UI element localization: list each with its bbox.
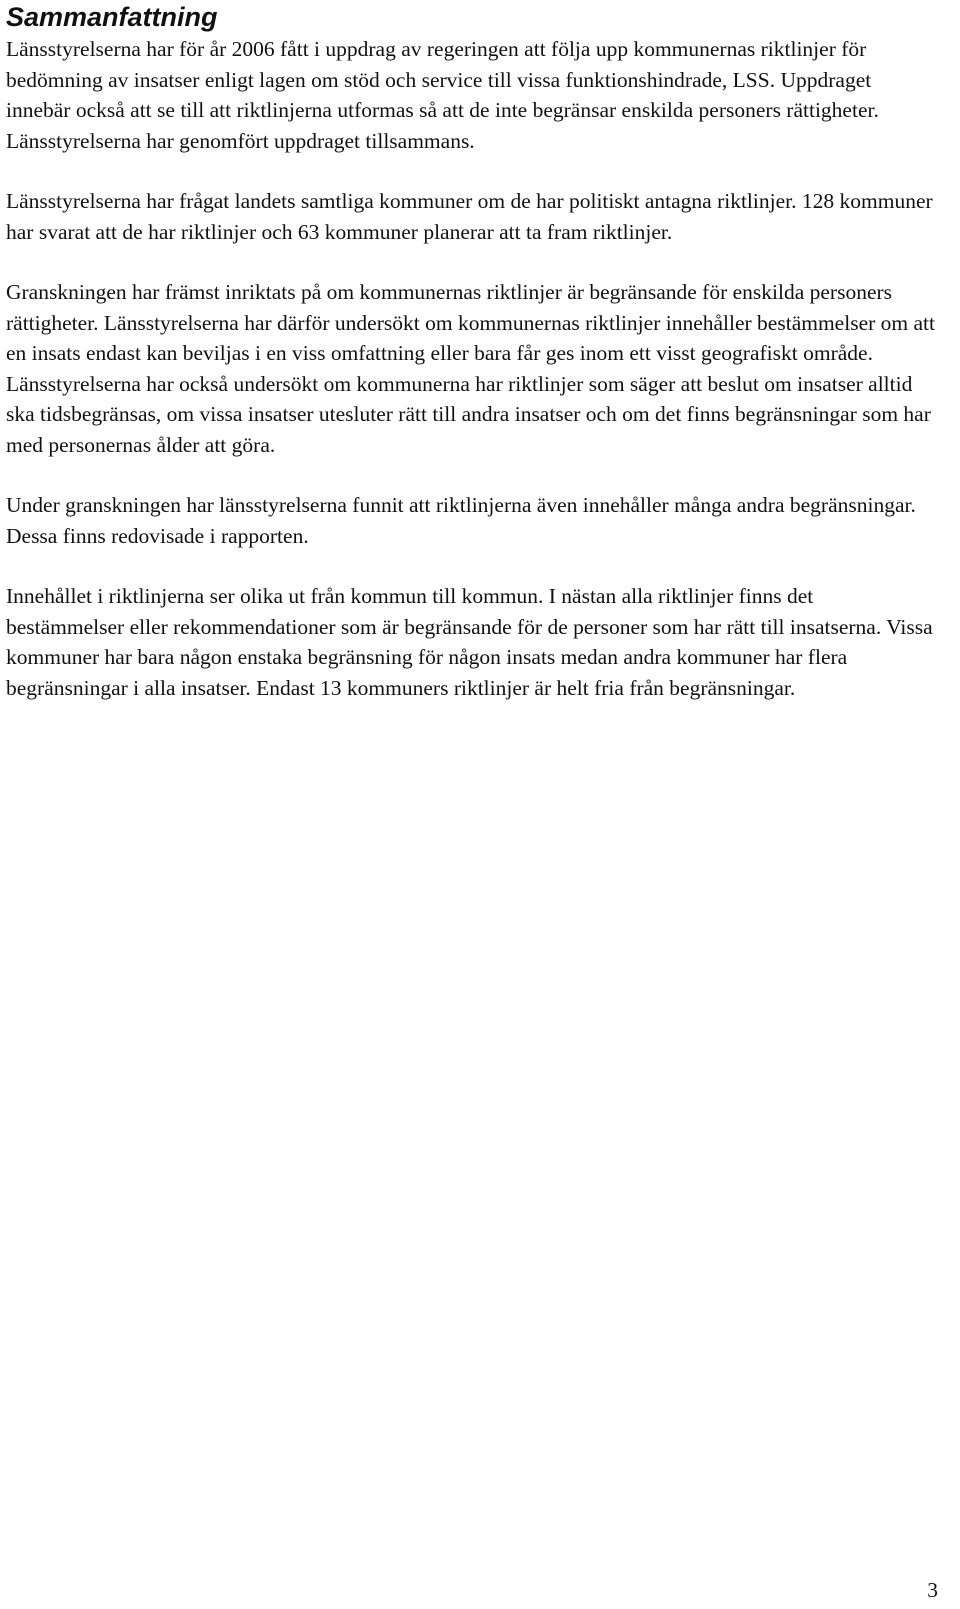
paragraph-other-limitations: Under granskningen har länsstyrelserna funnit att riktlinjerna även innehåller många andra begränsningar. Dessa finns redovisade i rapporten.	[6, 493, 916, 548]
paragraph-survey: Länsstyrelserna har frågat landets samtliga kommuner om de har politiskt antagna riktlinjer. 128 kommuner har svarat att de har riktlinjer och 63 kommuner planerar att ta fram riktlinjer.	[6, 189, 933, 244]
document-page	[6, 0, 936, 703]
paragraph-content-variation: Innehållet i riktlinjerna ser olika ut från kommun till kommun. I nästan alla riktlinjer finns det bestämmelser eller rekommendationer som är begränsande för de personer som har rätt till insatserna. Vissa kommuner har bara någon enstaka begränsning för någon insats medan andra kommuner har flera begränsningar i alla insatser. Endast 13 kommuners riktlinjer är helt fria från begränsningar.	[6, 584, 933, 700]
paragraph-assignment: Länsstyrelserna har för år 2006 fått i uppdrag av regeringen att följa upp kommunernas riktlinjer för bedömning av insatser enligt lagen om stöd och service till vissa funktionshindrade, LSS. Uppdraget innebär också att se till att riktlinjerna utformas så att de inte begränsar enskilda personers rättigheter. Länsstyrelserna har genomfört uppdraget tillsammans.	[6, 37, 879, 153]
paragraph-review-focus: Granskningen har främst inriktats på om kommunernas riktlinjer är begränsande för enskilda personers rättigheter. Länsstyrelserna har därför undersökt om kommunernas riktlinjer innehåller bestämmelser om att en insats endast kan beviljas i en viss omfattning eller bara får ges inom ett visst geografiskt område. Länsstyrelserna har också undersökt om kommunerna har riktlinjer som säger att beslut om insatser alltid ska tidsbegränsas, om vissa insatser utesluter rätt till andra insatser och om det finns begränsningar som har med personernas ålder att göra.	[6, 280, 935, 457]
section-heading: Sammanfattning	[6, 2, 218, 32]
page-number: 3	[927, 1578, 938, 1602]
